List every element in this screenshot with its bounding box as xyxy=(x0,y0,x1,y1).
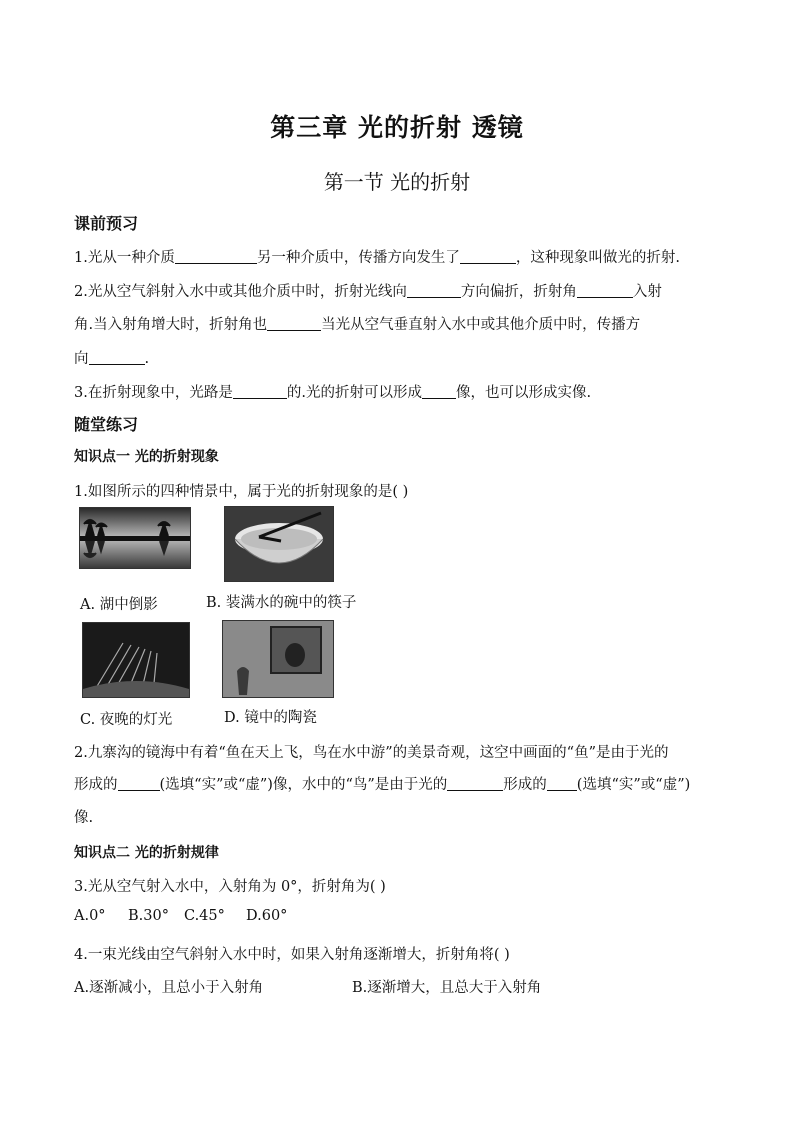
q3-blank-2 xyxy=(422,384,456,399)
q3-text-b: 的.光的折射可以形成 xyxy=(286,385,422,401)
preview-question-2-line-1 xyxy=(74,280,662,301)
practice-question-2-line-1: 2.九寨沟的镜海中有着“鱼在天上飞，鸟在水中游”的美景奇观，这空中画面的“鱼”是由于光的 xyxy=(74,745,669,761)
mirror-pottery-image xyxy=(222,620,334,698)
q3-option-c: C.45° xyxy=(184,908,225,924)
pq2-text-d: 形成的 xyxy=(503,777,547,793)
bowl-chopstick-image xyxy=(224,506,334,582)
q2-text-a: 2.光从空气斜射入水中或其他介质中时，折射光线向 xyxy=(74,284,407,300)
q1-text-c: ，这种现象叫做光的折射. xyxy=(515,250,680,266)
preview-question-1 xyxy=(74,246,680,267)
q3-option-a: A.0° xyxy=(74,908,106,924)
q2-text-f: 向 xyxy=(74,351,89,367)
preview-question-2-line-2 xyxy=(74,313,640,334)
practice-question-4: 4.一束光线由空气斜射入水中时，如果入射角逐渐增大，折射角将( ) xyxy=(74,947,510,963)
q1-text-b: 另一种介质中，传播方向发生了 xyxy=(256,250,460,266)
knowledge-point-2: 知识点二 光的折射规律 xyxy=(74,845,219,861)
q2-text-e: 当光从空气垂直射入水中或其他介质中时，传播方 xyxy=(321,317,641,333)
chapter-title: 第三章 光的折射 透镜 xyxy=(270,113,524,142)
q2-text-b: 方向偏折，折射角 xyxy=(460,284,577,300)
q1-blank-2 xyxy=(460,249,516,264)
q2-text-c: 入射 xyxy=(632,284,662,300)
question-3-options xyxy=(74,908,287,924)
pq2-blank-2 xyxy=(447,776,503,791)
q2-blank-1 xyxy=(407,283,461,298)
lake-reflection-image xyxy=(79,507,191,569)
knowledge-point-1: 知识点一 光的折射现象 xyxy=(74,449,219,465)
q3-text-a: 3.在折射现象中，光路是 xyxy=(74,385,233,401)
pq2-blank-1 xyxy=(118,776,160,791)
preview-heading: 课前预习 xyxy=(74,214,139,233)
q3-option-b: B.30° xyxy=(128,908,169,924)
q2-blank-4 xyxy=(89,350,145,365)
q2-blank-2 xyxy=(577,283,633,298)
pq2-text-c: (选填“实”或“虚”)像，水中的“鸟”是由于光的 xyxy=(159,777,448,793)
q4-option-b: B.逐渐增大，且总大于入射角 xyxy=(352,980,542,996)
night-lights-image xyxy=(82,622,190,698)
question-4-options xyxy=(74,976,541,997)
q3-text-c: 像，也可以形成实像. xyxy=(455,385,592,401)
q1-text-a: 1.光从一种介质 xyxy=(74,250,175,266)
preview-question-2-line-3 xyxy=(74,347,149,368)
pq2-blank-3 xyxy=(547,776,577,791)
option-c-caption: C. 夜晚的灯光 xyxy=(80,712,173,728)
pq2-text-e: (选填“实”或“虚”) xyxy=(576,777,691,793)
option-a-caption: A. 湖中倒影 xyxy=(80,597,158,613)
q1-blank-1 xyxy=(175,249,257,264)
q4-option-a: A.逐渐减小，且总小于入射角 xyxy=(74,980,264,996)
practice-question-2-line-3: 像. xyxy=(74,810,94,826)
q2-text-d: 角.当入射角增大时，折射角也 xyxy=(74,317,268,333)
section-title: 第一节 光的折射 xyxy=(323,170,471,194)
practice-question-1: 1.如图所示的四种情景中，属于光的折射现象的是( ) xyxy=(74,484,409,500)
practice-question-3: 3.光从空气射入水中，入射角为 0°，折射角为( ) xyxy=(74,879,386,895)
practice-question-2-line-2 xyxy=(74,773,690,794)
q3-blank-1 xyxy=(233,384,287,399)
q2-text-g: . xyxy=(144,351,150,367)
q3-option-d: D.60° xyxy=(246,908,288,924)
pq2-text-b: 形成的 xyxy=(74,777,118,793)
option-d-caption: D. 镜中的陶瓷 xyxy=(224,710,317,726)
preview-question-3 xyxy=(74,381,591,402)
q2-blank-3 xyxy=(267,316,321,331)
option-b-caption: B. 装满水的碗中的筷子 xyxy=(206,595,357,611)
practice-heading: 随堂练习 xyxy=(74,415,139,434)
